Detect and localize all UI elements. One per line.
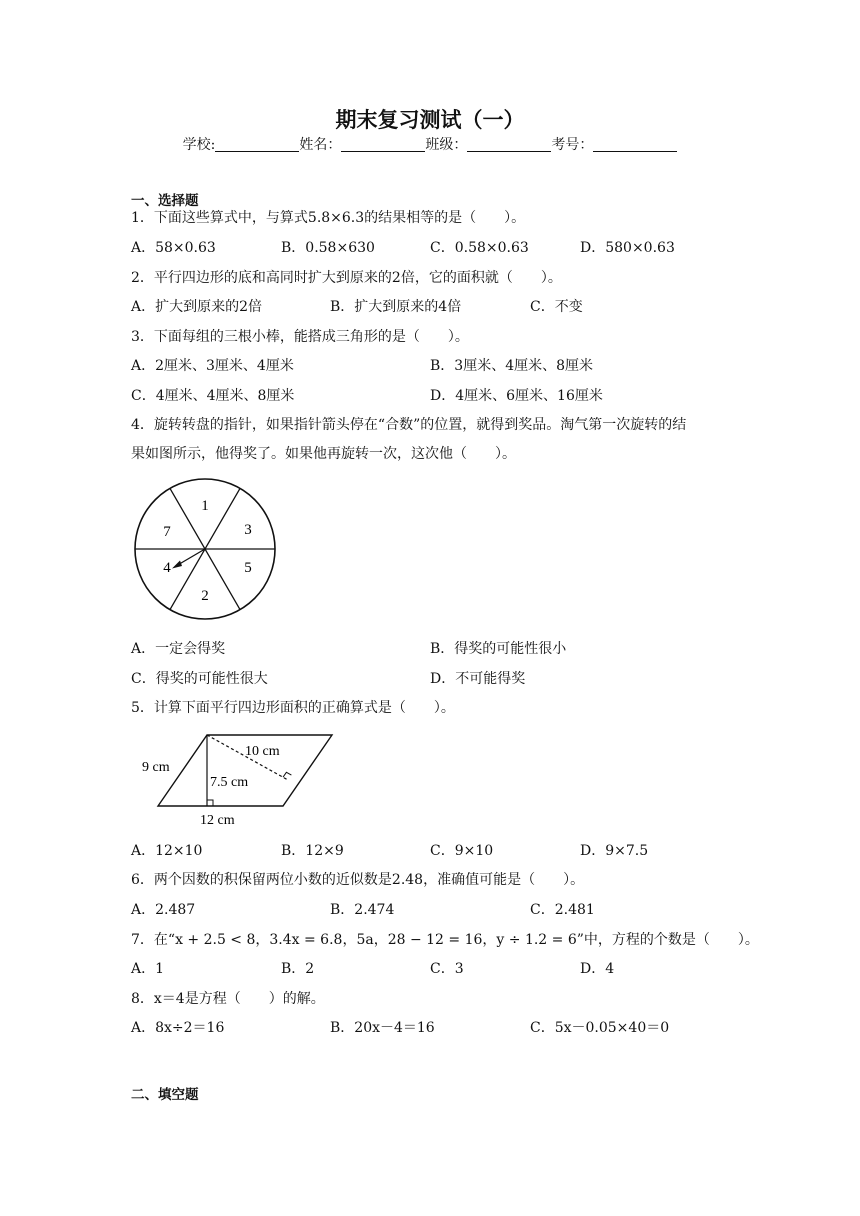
spinner-number: 2: [201, 588, 209, 604]
spinner-diagram: [130, 474, 280, 624]
q1-option-a[interactable]: A．58×0.63: [131, 240, 216, 256]
q7-option-a[interactable]: A．1: [131, 961, 165, 977]
question-6: 6．两个因数的积保留两位小数的近似数是2.48，准确值可能是（ ）。: [131, 872, 585, 888]
exam-no-label: 考号：: [551, 137, 594, 153]
q3-option-d[interactable]: D．4厘米、6厘米、16厘米: [430, 388, 603, 404]
q2-option-c[interactable]: C．不变: [530, 299, 583, 315]
question-1: 1．下面这些算式中，与算式5.8×6.3的结果相等的是（ ）。: [131, 210, 526, 226]
q4-option-c[interactable]: C．得奖的可能性很大: [131, 671, 268, 687]
q8-option-c[interactable]: C．5x－0.05×40＝0: [530, 1020, 670, 1036]
question-5: 5．计算下面平行四边形面积的正确算式是（ ）。: [131, 700, 455, 716]
spinner-number: 7: [163, 524, 171, 540]
side-length-label: 9 cm: [142, 760, 170, 775]
spinner-number: 1: [201, 498, 209, 514]
q1-option-d[interactable]: D．580×0.63: [580, 240, 675, 256]
name-label: 姓名：: [299, 137, 342, 153]
school-label: 学校:: [182, 137, 216, 153]
height-label: 7.5 cm: [210, 775, 249, 790]
class-label: 班级：: [425, 137, 468, 153]
q5-option-b[interactable]: B．12×9: [281, 843, 344, 859]
diagonal-length-label: 10 cm: [245, 744, 280, 759]
q4-option-d[interactable]: D．不可能得奖: [430, 671, 526, 687]
parallelogram-diagram: [138, 728, 348, 828]
question-8: 8．x＝4是方程（ ）的解。: [131, 991, 325, 1007]
q5-option-c[interactable]: C．9×10: [430, 843, 494, 859]
q7-option-c[interactable]: C．3: [430, 961, 464, 977]
question-3: 3．下面每组的三根小棒，能搭成三角形的是（ ）。: [131, 329, 469, 345]
q1-option-b[interactable]: B．0.58×630: [281, 240, 375, 256]
q6-option-c[interactable]: C．2.481: [530, 902, 595, 918]
page-title: 期末复习测试（一）: [335, 108, 525, 132]
section-heading-choice: 一、选择题: [131, 193, 199, 209]
name-blank[interactable]: [341, 137, 425, 152]
class-blank[interactable]: [467, 137, 551, 152]
school-blank[interactable]: [215, 137, 299, 152]
q1-option-c[interactable]: C．0.58×0.63: [430, 240, 529, 256]
student-info-line: [0, 134, 860, 154]
q8-option-b[interactable]: B．20x－4＝16: [330, 1020, 435, 1036]
q6-option-b[interactable]: B．2.474: [330, 902, 395, 918]
question-4-line-1: 4．旋转转盘的指针，如果指针箭头停在“合数”的位置，就得到奖品。淘气第一次旋转的结: [131, 417, 687, 433]
spinner-number: 3: [244, 522, 252, 538]
q3-option-b[interactable]: B．3厘米、4厘米、8厘米: [430, 358, 594, 374]
question-2: 2．平行四边形的底和高同时扩大到原来的2倍，它的面积就（ ）。: [131, 270, 562, 286]
q7-option-b[interactable]: B．2: [281, 961, 315, 977]
q3-option-a[interactable]: A．2厘米、3厘米、4厘米: [131, 358, 294, 374]
base-length-label: 12 cm: [200, 813, 235, 828]
section-heading-fill-in: 二、填空题: [131, 1087, 199, 1103]
q7-option-d[interactable]: D．4: [580, 961, 615, 977]
q6-option-a[interactable]: A．2.487: [131, 902, 196, 918]
q2-option-a[interactable]: A．扩大到原来的2倍: [131, 299, 263, 315]
spinner-number: 5: [244, 560, 252, 576]
question-7: 7．在“x + 2.5 < 8，3.4x = 6.8，5a，28 − 12 = 16，y ÷ 1.2 = 6”中，方程的个数是（ ）。: [131, 932, 759, 948]
q4-option-b[interactable]: B．得奖的可能性很小: [430, 641, 567, 657]
q5-option-a[interactable]: A．12×10: [131, 843, 203, 859]
q2-option-b[interactable]: B．扩大到原来的4倍: [330, 299, 462, 315]
q5-option-d[interactable]: D．9×7.5: [580, 843, 649, 859]
spinner-number: 4: [163, 560, 171, 576]
question-4-line-2: 果如图所示，他得奖了。如果他再旋转一次，这次他（ ）。: [131, 446, 516, 462]
exam-no-blank[interactable]: [593, 137, 677, 152]
q4-option-a[interactable]: A．一定会得奖: [131, 641, 226, 657]
q8-option-a[interactable]: A．8x÷2＝16: [131, 1020, 225, 1036]
q3-option-c[interactable]: C．4厘米、4厘米、8厘米: [131, 388, 295, 404]
